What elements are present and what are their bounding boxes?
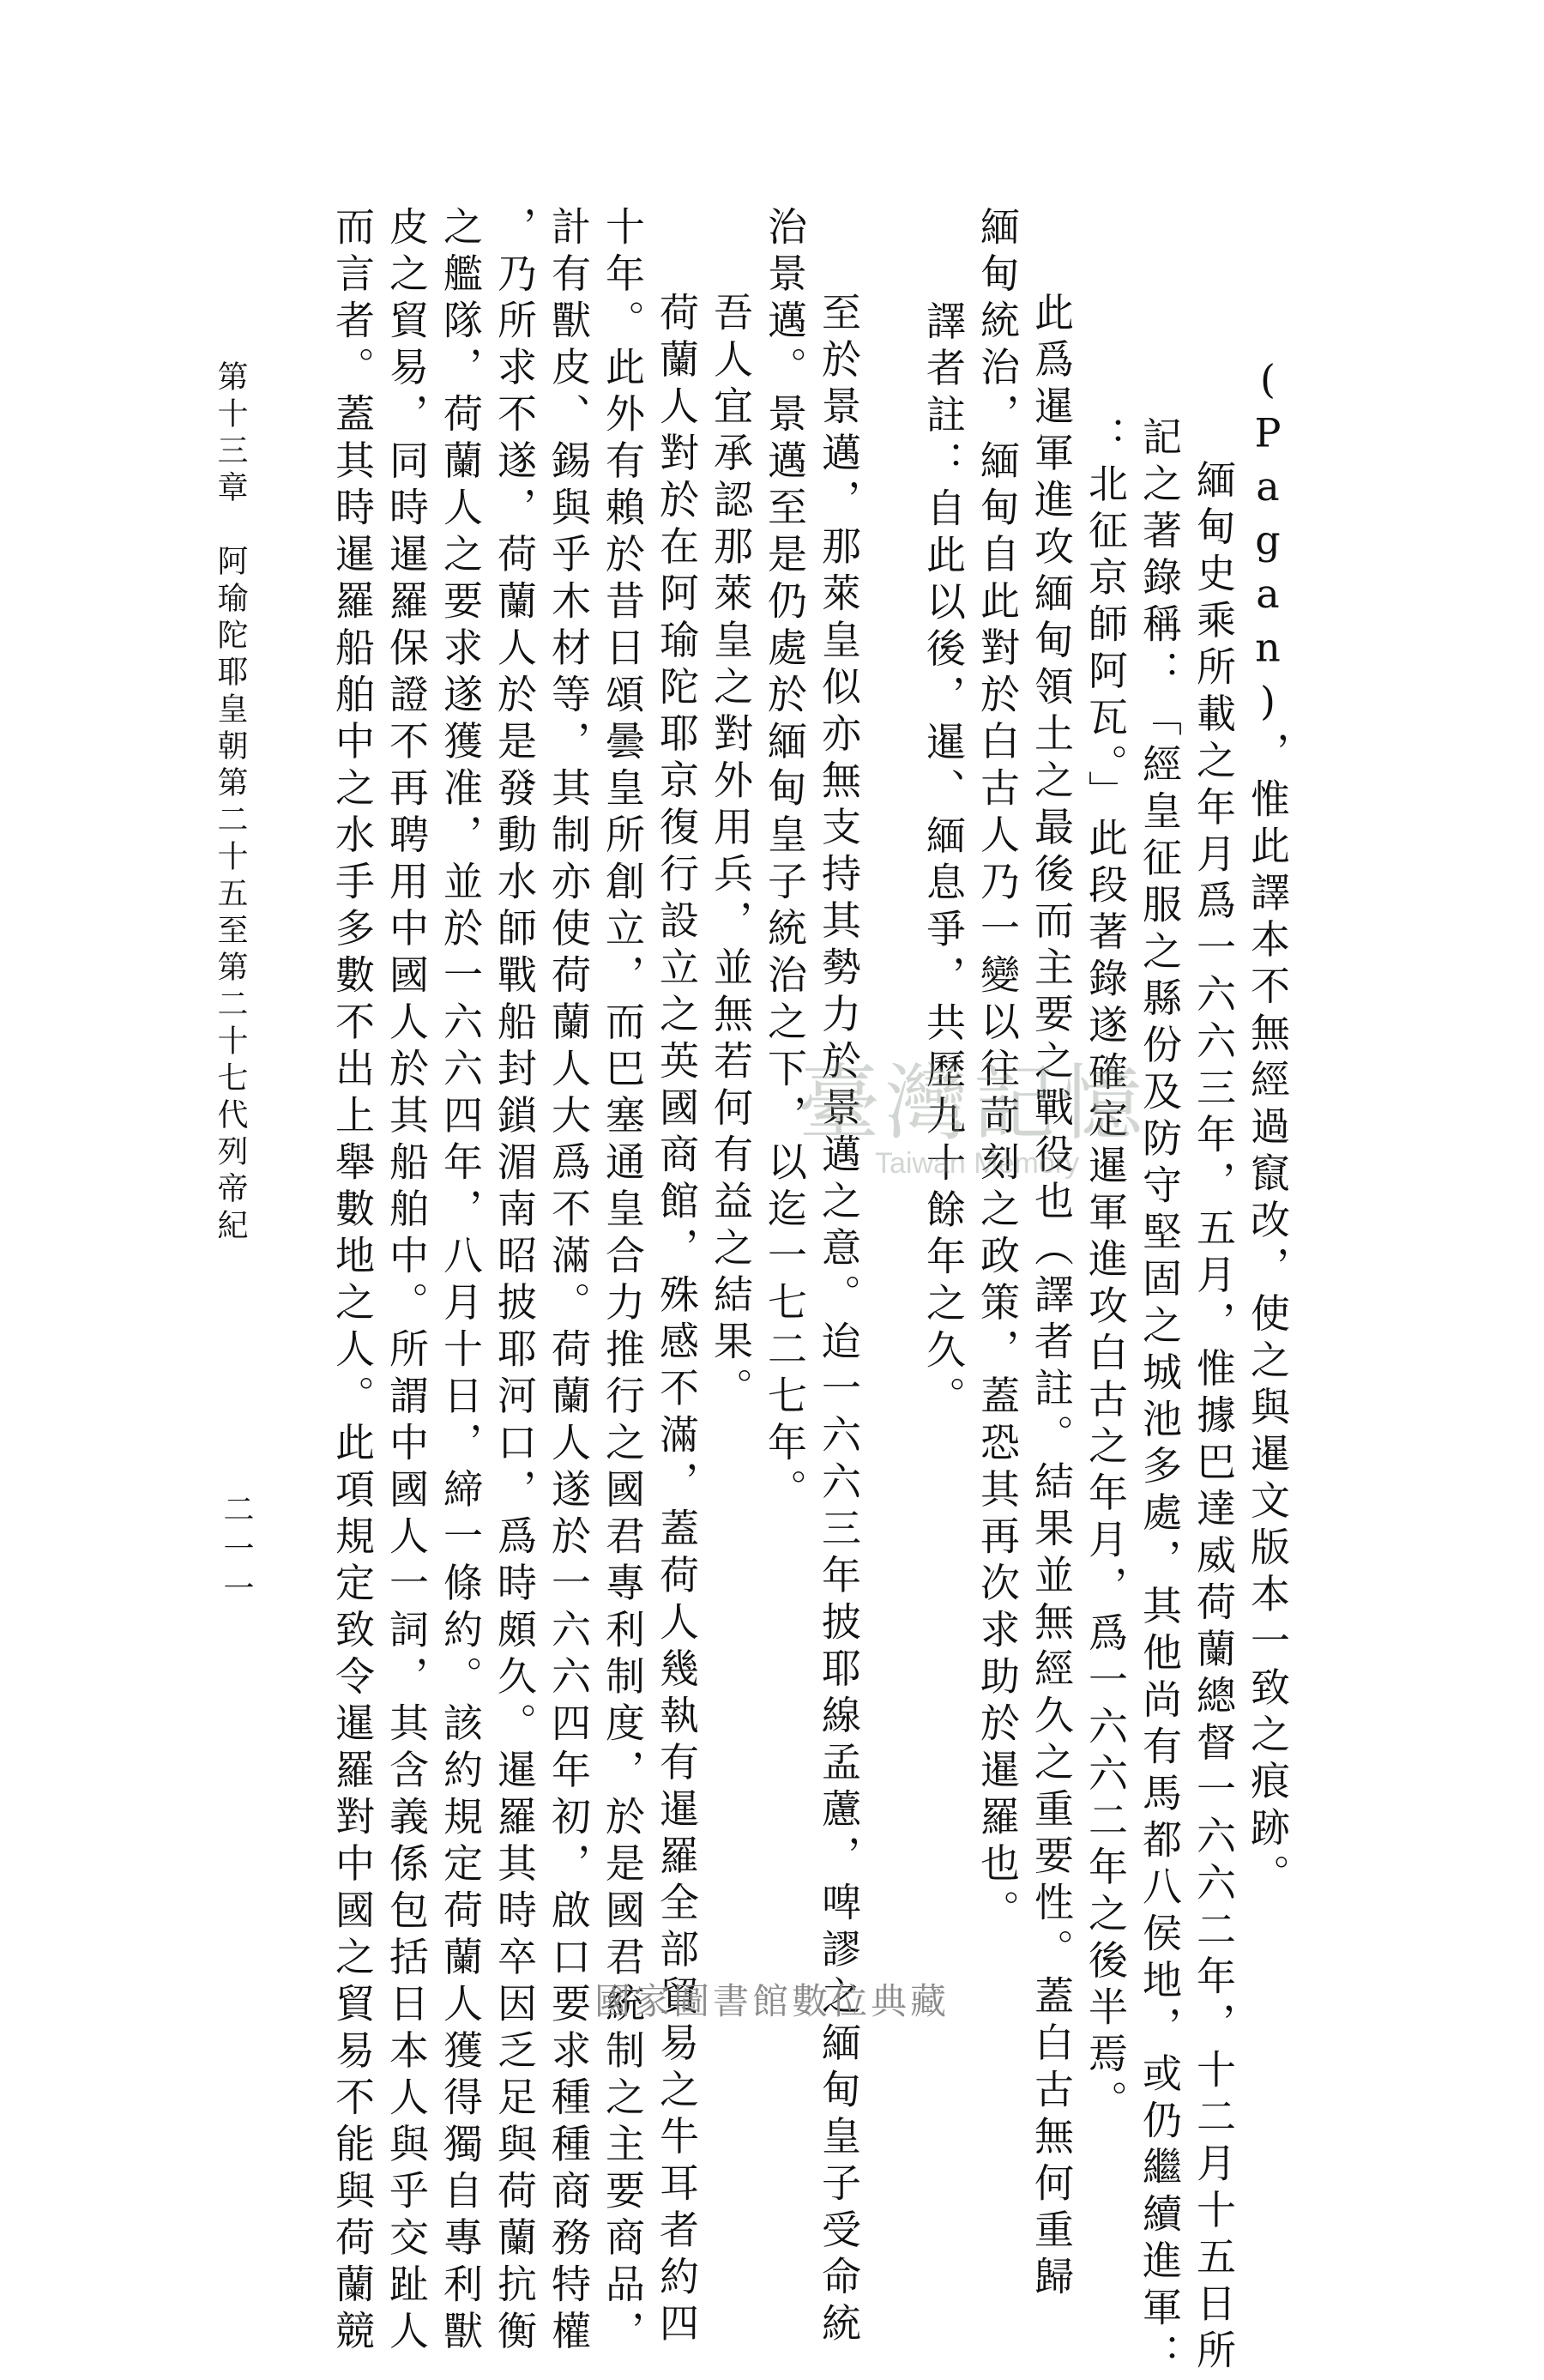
text-column-5: 此爲暹軍進攻緬甸領土之最後而主要之戰役也（譯者註。結果並無經久之重要性。蓋白古無何重歸 <box>1028 292 1075 2303</box>
text-column-1: (Pagan)，惟此譯本不無經過竄改，使之與暹文版本一致之痕跡。 <box>1245 356 1291 1900</box>
text-column-16: 皮之貿易，同時暹羅保證不再聘用中國人於其船舶中。所謂中國人一詞，其含義係包括日本人與乎交趾人 <box>383 206 430 2357</box>
text-column-17: 而言者。蓋其時暹羅船舶中之水手多數不出上舉數地之人。此項規定致令暹羅對中國之貿易不能與荷蘭競 <box>329 206 376 2357</box>
text-column-6: 緬甸統治，緬甸自此對於白古人乃一變以往苛刻之政策，蓋恐其再次求助於暹羅也。 <box>974 206 1021 1936</box>
text-column-12: 十年。此外有賴於昔日頌曇皇所創立，而巴塞通皇合力推行之國君專利制度，於是國君統制之主要商品， <box>600 206 646 2357</box>
text-column-2: 緬甸史乘所載之年月爲一六六三年，五月，惟據巴達威荷蘭總督一六六二年，十二月十五日所 <box>1191 459 1237 2377</box>
text-column-4: ：北征京師阿瓦。」此段著錄遂確定暹軍進攻白古之年月，爲一六六二年之後半焉。 <box>1083 416 1129 2127</box>
text-column-9: 治景邁。景邁至是仍處於緬甸皇子統治之下，以迄一七二七年。 <box>762 206 808 1515</box>
text-column-10: 吾人宜承認那萊皇之對外用兵，並無若何有益之結果。 <box>708 292 754 1414</box>
watermark-chinese-text: 臺灣記憶 <box>798 1055 1148 1151</box>
text-column-7: 譯者註：自此以後，暹、緬息爭，共歷九十餘年之久。 <box>920 300 967 1423</box>
text-column-13: 計有獸皮、錫與乎木材等，其制亦使荷蘭人大爲不滿。荷蘭人遂於一六六四年初，啟口要求種種商務特權 <box>546 206 592 2357</box>
page-number: 二一一 <box>219 1493 254 1611</box>
text-column-15: 之艦隊，荷蘭人之要求遂獲准，並於一六六四年，八月十日，締一條約。該約規定荷蘭人獲得獨自專利獸 <box>437 206 484 2357</box>
text-column-8: 至於景邁，那萊皇似亦無支持其勢力於景邁之意。迨一六六三年披耶線孟藘，啤謬之緬甸皇子受命統 <box>816 292 862 2349</box>
watermark-english-text: Taiwan Memory <box>875 1147 1080 1180</box>
chapter-footer-title: 第十三章 阿瑜陀耶皇朝第二十五至第二十七代列帝紀 <box>213 360 248 1246</box>
text-column-11: 荷蘭人對於在阿瑜陀耶京復行設立之英國商館，殊感不滿，蓋荷人幾執有暹羅全部貿易之牛耳者約四 <box>654 292 700 2349</box>
text-column-14: ，乃所求不遂，荷蘭人於是發動水師戰船封鎖湄南昭披耶河口，爲時頗久。暹羅其時卒因乏足與荷蘭抗衡 <box>492 206 538 2357</box>
library-footer: 國家圖書館數位典藏 <box>594 1980 950 2022</box>
text-column-3: 記之著錄稱：「經皇征服之縣份及防守堅固之城池多處，其他尚有馬都八侯地，或仍繼續進軍： <box>1137 416 1183 2380</box>
